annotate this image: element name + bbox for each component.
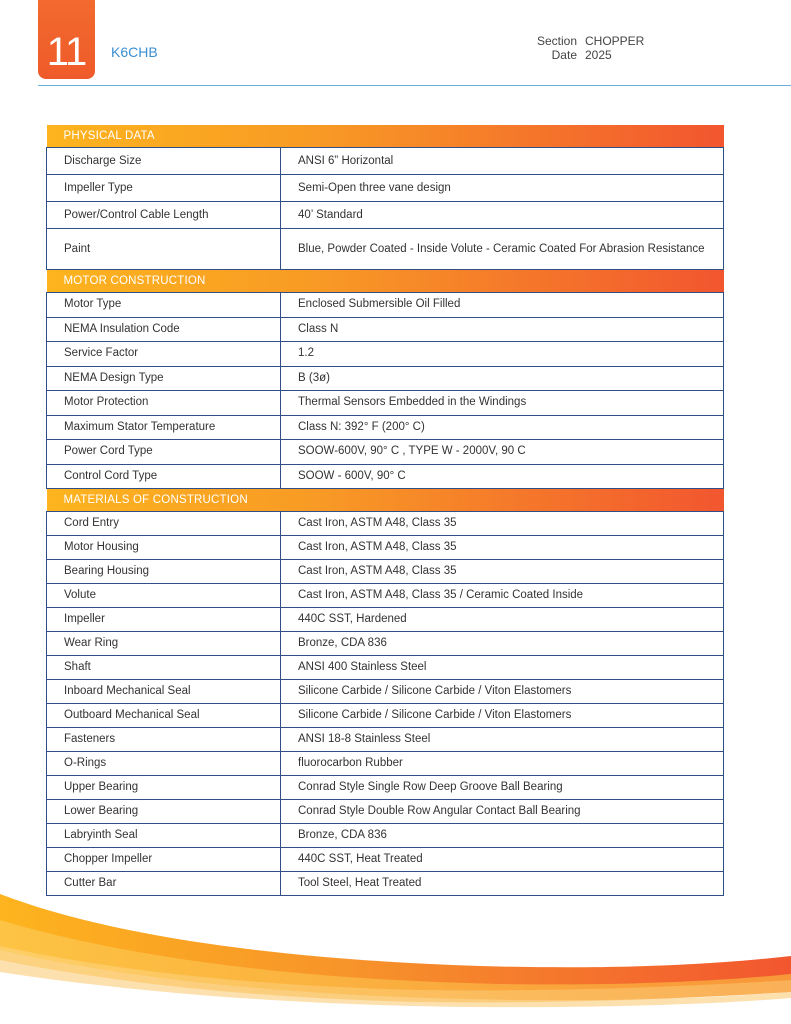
row-label: O-Rings [47, 752, 281, 776]
table-row [47, 464, 724, 489]
table-row [47, 608, 724, 632]
date-label: Date [551, 48, 577, 62]
table-row [47, 175, 724, 202]
row-label: Chopper Impeller [47, 848, 281, 872]
row-label: Outboard Mechanical Seal [47, 704, 281, 728]
section-title: PHYSICAL DATA [47, 125, 724, 148]
row-value: fluorocarbon Rubber [281, 752, 724, 776]
row-value: Conrad Style Double Row Angular Contact Ball Bearing [281, 800, 724, 824]
table-row [47, 728, 724, 752]
row-value: Class N [281, 317, 724, 342]
row-label: Power Cord Type [47, 440, 281, 465]
row-value: SOOW-600V, 90° C , TYPE W - 2000V, 90 C [281, 440, 724, 465]
row-value: 1.2 [281, 342, 724, 367]
row-label: Bearing Housing [47, 560, 281, 584]
row-value: 440C SST, Hardened [281, 608, 724, 632]
row-value: Enclosed Submersible Oil Filled [281, 293, 724, 318]
section-header-materials [47, 489, 724, 512]
row-label: Shaft [47, 656, 281, 680]
section-label: Section [536, 34, 577, 48]
table-row [47, 776, 724, 800]
row-label: Cord Entry [47, 512, 281, 536]
table-row [47, 342, 724, 367]
row-value: Semi-Open three vane design [281, 175, 724, 202]
row-value: Cast Iron, ASTM A48, Class 35 [281, 512, 724, 536]
row-value: ANSI 400 Stainless Steel [281, 656, 724, 680]
row-label: Inboard Mechanical Seal [47, 680, 281, 704]
row-label: Motor Type [47, 293, 281, 318]
row-label: NEMA Insulation Code [47, 317, 281, 342]
row-value: Class N: 392° F (200° C) [281, 415, 724, 440]
row-value: Silicone Carbide / Silicone Carbide / Viton Elastomers [281, 680, 724, 704]
date-value: 2025 [585, 48, 612, 62]
page-number-tab [38, 0, 95, 79]
section-value: CHOPPER [585, 34, 645, 48]
row-value: Thermal Sensors Embedded in the Windings [281, 391, 724, 416]
row-value: 440C SST, Heat Treated [281, 848, 724, 872]
table-row [47, 415, 724, 440]
page-number: 11 [46, 30, 87, 74]
row-label: Motor Housing [47, 536, 281, 560]
section-title: MOTOR CONSTRUCTION [47, 270, 724, 293]
row-value: B (3ø) [281, 366, 724, 391]
row-value: Tool Steel, Heat Treated [281, 872, 724, 896]
row-label: Fasteners [47, 728, 281, 752]
row-label: Labryinth Seal [47, 824, 281, 848]
table-row [47, 824, 724, 848]
spec-table [46, 125, 724, 896]
row-label: Lower Bearing [47, 800, 281, 824]
row-value: Conrad Style Single Row Deep Groove Ball Bearing [281, 776, 724, 800]
table-row [47, 680, 724, 704]
row-value: Bronze, CDA 836 [281, 632, 724, 656]
table-row [47, 229, 724, 270]
document-meta [520, 34, 644, 62]
row-label: Service Factor [47, 342, 281, 367]
table-row [47, 752, 724, 776]
row-label: Power/Control Cable Length [47, 202, 281, 229]
row-label: Maximum Stator Temperature [47, 415, 281, 440]
row-value: Cast Iron, ASTM A48, Class 35 / Ceramic Coated Inside [281, 584, 724, 608]
table-row [47, 536, 724, 560]
header-divider [38, 85, 791, 86]
table-row [47, 848, 724, 872]
table-row [47, 148, 724, 175]
row-label: NEMA Design Type [47, 366, 281, 391]
table-row [47, 656, 724, 680]
row-label: Volute [47, 584, 281, 608]
row-value: SOOW - 600V, 90° C [281, 464, 724, 489]
section-title: MATERIALS OF CONSTRUCTION [47, 489, 724, 512]
row-label: Discharge Size [47, 148, 281, 175]
table-row [47, 366, 724, 391]
table-row [47, 391, 724, 416]
row-label: Motor Protection [47, 391, 281, 416]
table-row [47, 800, 724, 824]
row-value: 40’ Standard [281, 202, 724, 229]
row-label: Cutter Bar [47, 872, 281, 896]
footer-wave-decoration [0, 880, 791, 1024]
table-row [47, 293, 724, 318]
table-row [47, 202, 724, 229]
table-row [47, 317, 724, 342]
row-value: Cast Iron, ASTM A48, Class 35 [281, 536, 724, 560]
table-row [47, 584, 724, 608]
table-row [47, 704, 724, 728]
row-value: Bronze, CDA 836 [281, 824, 724, 848]
row-value: ANSI 6” Horizontal [281, 148, 724, 175]
row-label: Impeller Type [47, 175, 281, 202]
row-label: Control Cord Type [47, 464, 281, 489]
table-row [47, 440, 724, 465]
section-header-motor-construction [47, 270, 724, 293]
row-value: Cast Iron, ASTM A48, Class 35 [281, 560, 724, 584]
table-row [47, 512, 724, 536]
row-value: Silicone Carbide / Silicone Carbide / Viton Elastomers [281, 704, 724, 728]
row-label: Impeller [47, 608, 281, 632]
section-header-physical-data [47, 125, 724, 148]
table-row [47, 632, 724, 656]
row-label: Upper Bearing [47, 776, 281, 800]
row-value: ANSI 18-8 Stainless Steel [281, 728, 724, 752]
row-value: Blue, Powder Coated - Inside Volute - Ceramic Coated For Abrasion Resistance [281, 229, 724, 270]
table-row [47, 560, 724, 584]
row-label: Wear Ring [47, 632, 281, 656]
model-name: K6CHB [111, 44, 158, 60]
row-label: Paint [47, 229, 281, 270]
